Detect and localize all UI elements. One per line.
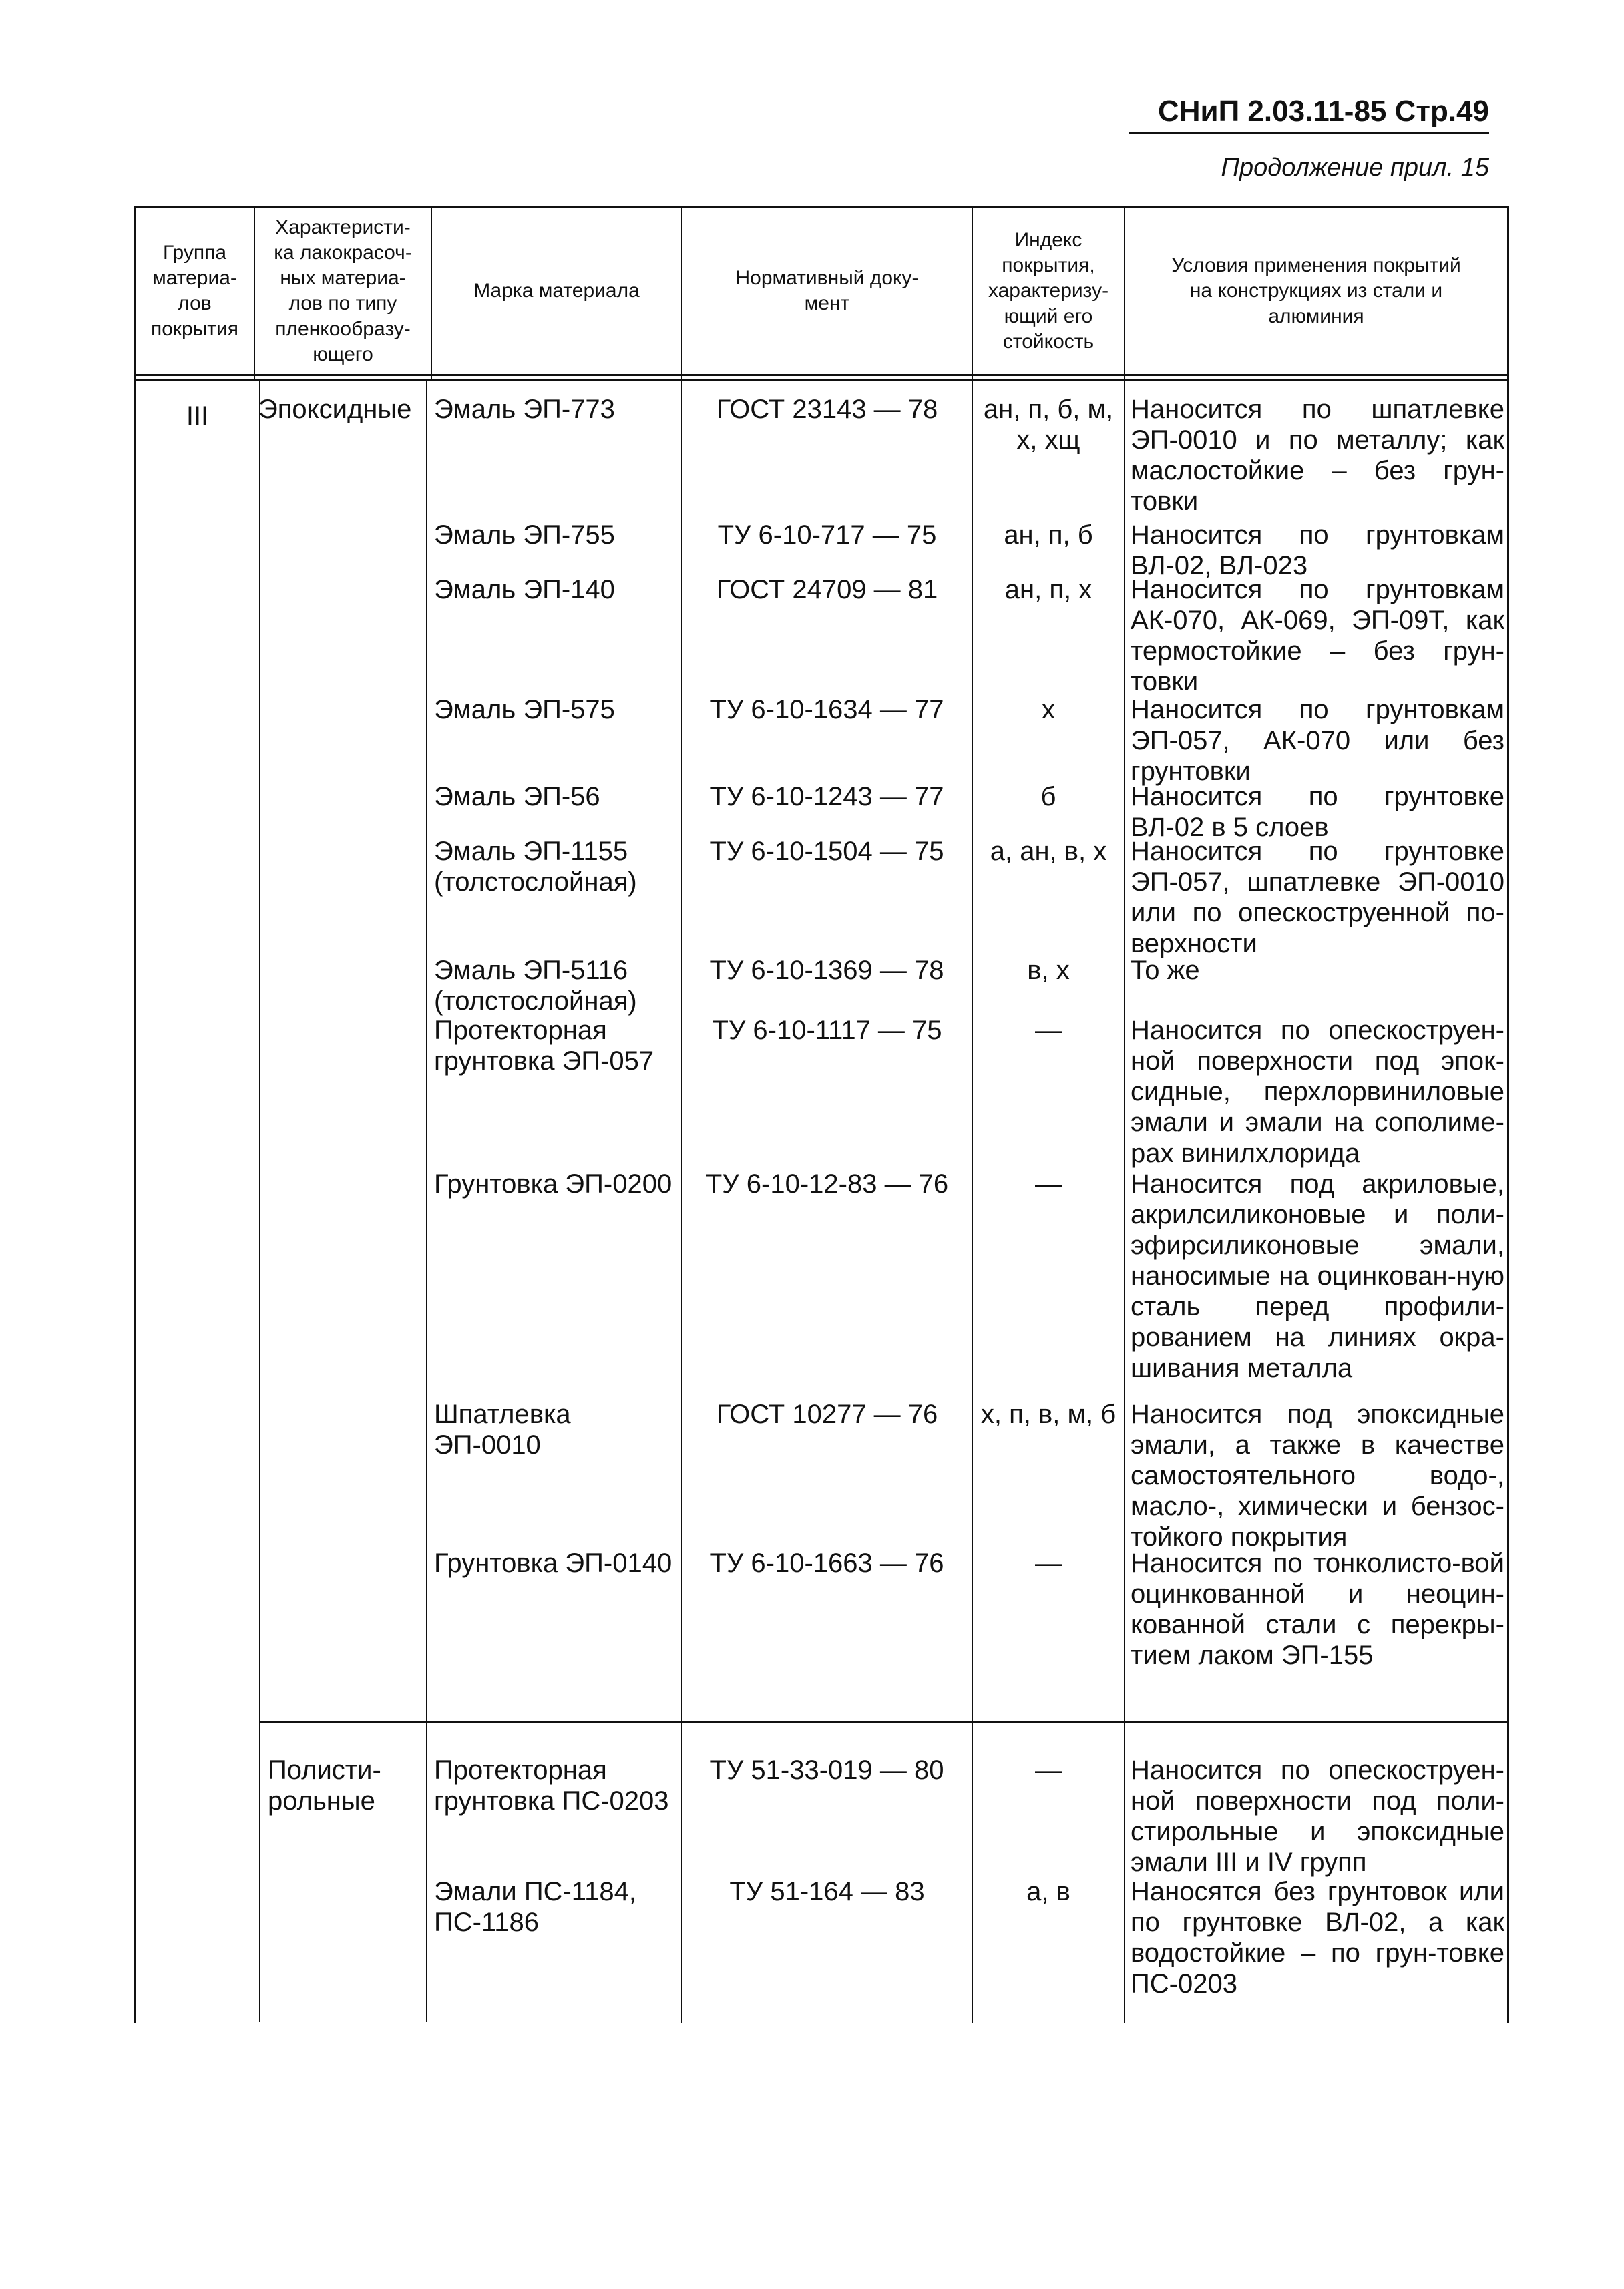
col-header-group: Группа материа- лов покрытия xyxy=(150,241,239,340)
type-polystyrene: Полисти- рольные xyxy=(268,1755,381,1816)
row-10-norm: ГОСТ 10277 — 76 xyxy=(716,1400,938,1429)
row-6-index: а, ан, в, х xyxy=(990,837,1107,866)
row-2-index: ан, п, б xyxy=(1004,520,1093,550)
row-3-cond: Наносится по грунтовкам АК-070, АК-069, ЭП-09Т, как термостойкие – без грун-товки xyxy=(1131,575,1504,696)
row-1-index: ан, п, б, м, х, хщ xyxy=(983,395,1114,455)
row-2-mark: Эмаль ЭП-755 xyxy=(434,520,615,550)
col-header-norm: Нормативный доку- мент xyxy=(735,266,919,315)
row-11-norm: ТУ 6-10-1663 — 76 xyxy=(710,1548,944,1578)
col-rule-0 xyxy=(134,206,136,2023)
row-2-norm: ТУ 6-10-717 — 75 xyxy=(717,520,937,550)
row-13-index: а, в xyxy=(1026,1877,1070,1906)
row-7-cond: То же xyxy=(1131,956,1200,985)
row-4-mark: Эмаль ЭП-575 xyxy=(434,695,615,724)
row-3-norm: ГОСТ 24709 — 81 xyxy=(716,575,938,604)
row-8-norm: ТУ 6-10-1117 — 75 xyxy=(712,1016,942,1045)
row-5-cond: Наносится по грунтовке ВЛ-02 в 5 слоев xyxy=(1131,782,1504,842)
row-12-mark: Протекторная грунтовка ПС-0203 xyxy=(434,1755,669,1816)
row-1-mark: Эмаль ЭП-773 xyxy=(434,395,615,424)
row-5-index: б xyxy=(1040,782,1056,811)
col-header-type: Характеристи- ка лакокрасоч- ных материа- лов по типу пленкообразу- ющего xyxy=(274,216,412,365)
row-1-cond: Наносится по шпатлевке ЭП-0010 и по металлу; как маслостойкие – без грун-товки xyxy=(1131,395,1504,516)
row-10-cond: Наносится под эпоксидные эмали, а также в качестве самостоятельного водо-, масло-, химически и бензос-тойкого покрытия xyxy=(1131,1400,1504,1552)
row-10-mark: Шпатлевка ЭП-0010 xyxy=(434,1400,571,1460)
row-8-index: — xyxy=(1035,1016,1062,1045)
row-13-cond: Наносятся без грунтовок или по грунтовке ВЛ-02, а как водостойкие – по грун-товке ПС-0203 xyxy=(1131,1877,1504,1999)
row-3-mark: Эмаль ЭП-140 xyxy=(434,575,615,604)
row-4-norm: ТУ 6-10-1634 — 77 xyxy=(710,695,944,724)
row-6-cond: Наносится по грунтовке ЭП-057, шпатлевке ЭП-0010 или по опескоструенной по-верхности xyxy=(1131,837,1504,958)
row-12-index: — xyxy=(1035,1755,1062,1785)
row-7-index: в, х xyxy=(1027,956,1070,985)
row-7-norm: ТУ 6-10-1369 — 78 xyxy=(710,956,944,985)
row-13-mark: Эмали ПС-1184, ПС-1186 xyxy=(434,1877,636,1937)
table-header-bottom-rule xyxy=(134,374,1509,376)
row-7-mark: Эмаль ЭП-5116 (толстослойная) xyxy=(434,956,637,1016)
materials-table xyxy=(134,200,1509,2023)
col-header-conditions: Условия применения покрытий на конструкциях из стали и алюминия xyxy=(1171,254,1461,327)
row-12-norm: ТУ 51-33-019 — 80 xyxy=(710,1755,944,1785)
col-rule-6 xyxy=(1507,206,1509,2023)
row-9-cond: Наносится под акриловые, акрилсиликоновые и поли-эфирсиликоновые эмали, наносимые на оцинкован-ную сталь перед профили-рованием на линиях окра-шивания металла xyxy=(1131,1169,1504,1383)
col-rule-4 xyxy=(972,206,973,2023)
col-header-index: Индекс покрытия, характеризу- ющий его стойкость xyxy=(988,228,1109,353)
row-11-index: — xyxy=(1035,1548,1062,1578)
row-8-mark: Протекторная грунтовка ЭП-057 xyxy=(434,1016,654,1076)
row-12-cond: Наносится по опескоструен-ной поверхности под поли-стирольные и эпоксидные эмали III и IV групп xyxy=(1131,1755,1504,1877)
table-header-bottom-rule-2 xyxy=(134,379,1509,381)
row-9-mark: Грунтовка ЭП-0200 xyxy=(434,1169,672,1199)
row-9-index: — xyxy=(1035,1169,1062,1199)
row-5-mark: Эмаль ЭП-56 xyxy=(434,782,600,811)
row-10-index: х, п, в, м, б xyxy=(980,1400,1116,1429)
page-header: СНиП 2.03.11-85 Стр.49 xyxy=(1129,95,1489,134)
row-9-norm: ТУ 6-10-12-83 — 76 xyxy=(705,1169,949,1199)
row-5-norm: ТУ 6-10-1243 — 77 xyxy=(710,782,944,811)
row-13-norm: ТУ 51-164 — 83 xyxy=(729,1877,925,1906)
row-3-index: ан, п, х xyxy=(1004,575,1092,604)
row-2-cond: Наносится по грунтовкам ВЛ-02, ВЛ-023 xyxy=(1131,520,1504,580)
row-11-cond: Наносится по тонколисто-вой оцинкованной и неоцин-кованной стали с перекры-тием лаком ЭП-155 xyxy=(1131,1548,1504,1670)
col-rule-3 xyxy=(681,206,682,2023)
row-8-cond: Наносится по опескоструен-ной поверхности под эпок-сидные, перхлорвиниловые эмали и эмали на сополиме-рах винилхлорида xyxy=(1131,1016,1504,1168)
col-rule-1b xyxy=(259,379,260,2022)
type-epoxy: Эпоксидные xyxy=(258,395,412,424)
row-11-mark: Грунтовка ЭП-0140 xyxy=(434,1548,672,1578)
row-4-index: х xyxy=(1042,695,1055,724)
row-1-norm: ГОСТ 23143 — 78 xyxy=(716,395,938,424)
row-4-cond: Наносится по грунтовкам ЭП-057, АК-070 или без грунтовки xyxy=(1131,695,1504,786)
row-6-mark: Эмаль ЭП-1155 (толстослойная) xyxy=(434,837,637,897)
col-header-mark: Марка материала xyxy=(473,279,640,302)
group-separator-rule xyxy=(259,1721,1509,1723)
group-value: III xyxy=(186,401,209,431)
row-6-norm: ТУ 6-10-1504 — 75 xyxy=(710,837,944,866)
page-subheader: Продолжение прил. 15 xyxy=(1221,154,1489,182)
